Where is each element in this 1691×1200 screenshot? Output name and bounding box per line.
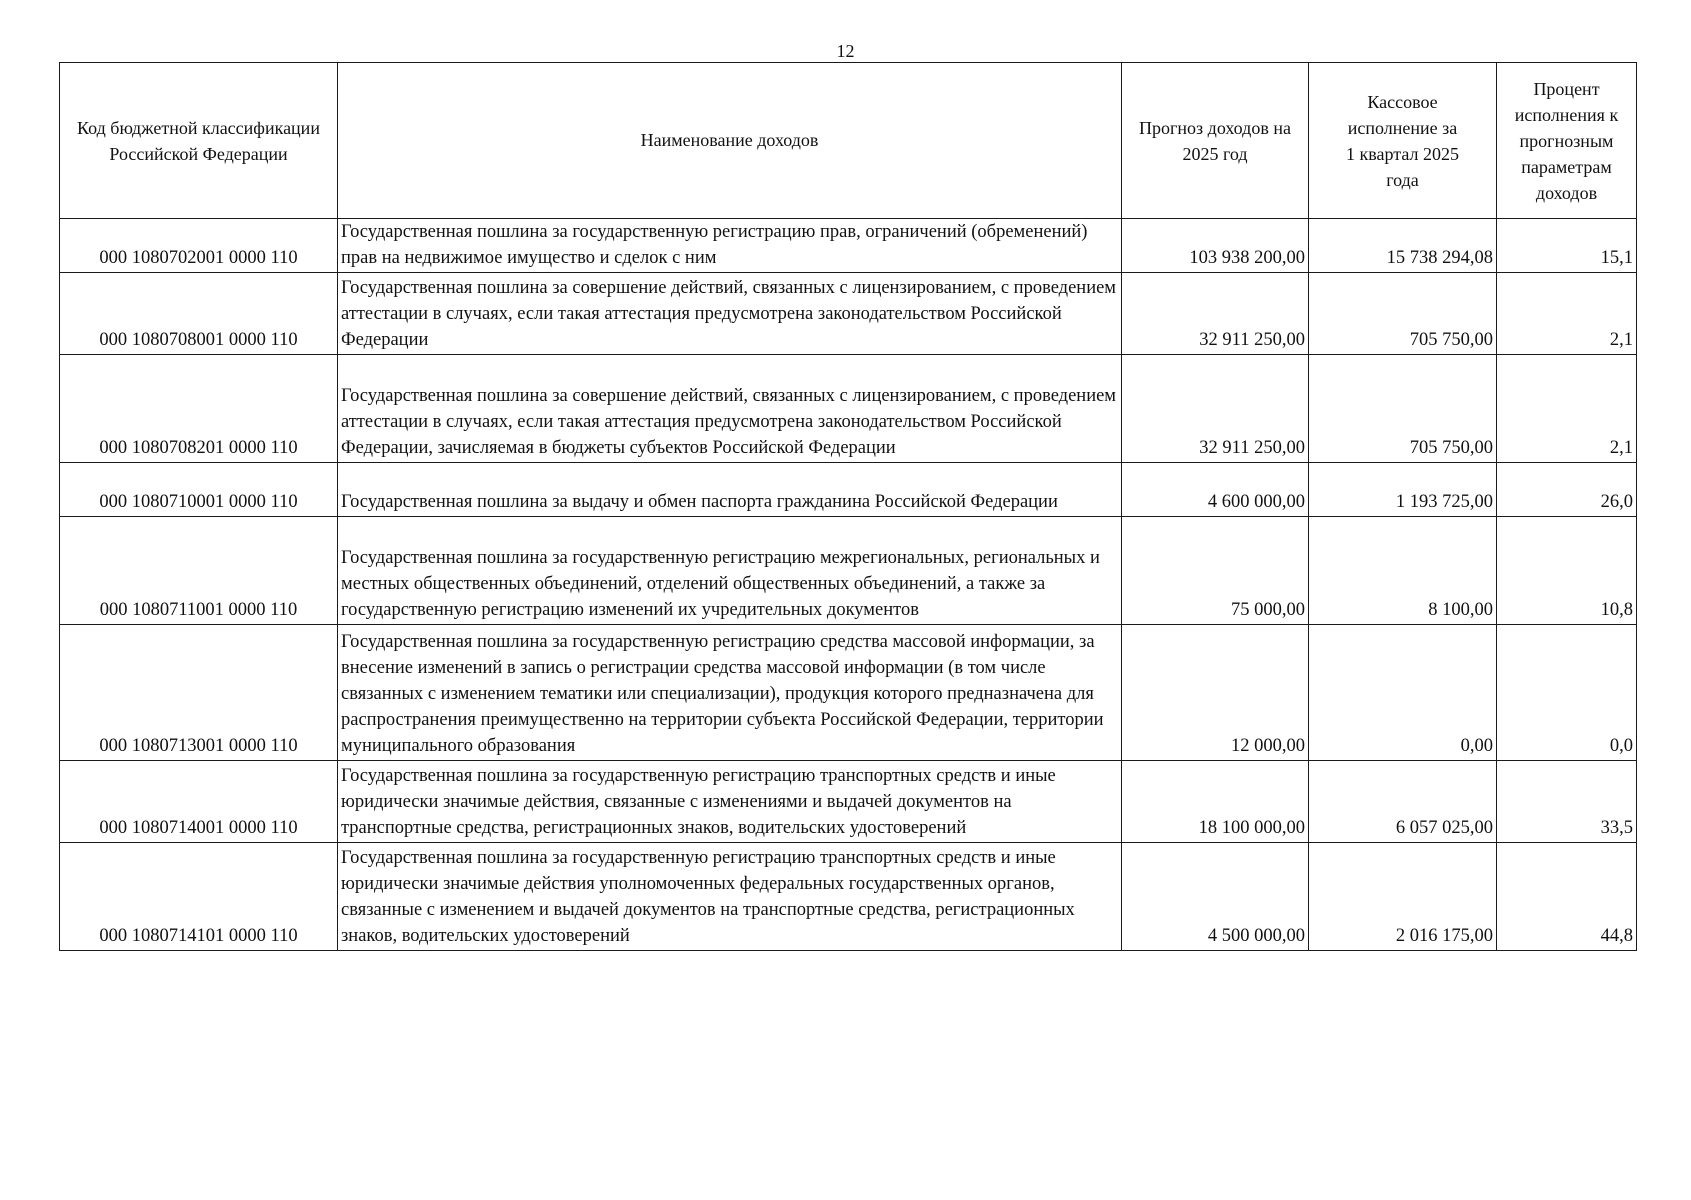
row-percent: 26,0 <box>1497 463 1637 517</box>
header-code: Код бюджетной классификации Российской Федерации <box>60 63 338 219</box>
row-name: Государственная пошлина за государственную регистрацию прав, ограничений (обременений) прав на недвижимое имущество и сделок с ним <box>338 219 1122 273</box>
row-name: Государственная пошлина за выдачу и обмен паспорта гражданина Российской Федерации <box>338 463 1122 517</box>
row-code: 000 1080713001 0000 110 <box>60 625 338 761</box>
row-name: Государственная пошлина за государственную регистрацию межрегиональных, региональных и местных общественных объединений, отделений общественных объединений, а также за государственную регистрацию изменений их учредительных документов <box>338 517 1122 625</box>
row-name: Государственная пошлина за государственную регистрацию средства массовой информации, за внесение изменений в запись о регистрации средства массовой информации (в том числе связанных с изменением тематики или специализации), продукция которого предназначена для распространения преимущественно на территории субъекта Российской Федерации, территории муниципального образования <box>338 625 1122 761</box>
table-row <box>60 219 1637 273</box>
row-execution: 705 750,00 <box>1309 273 1497 355</box>
row-name: Государственная пошлина за государственную регистрацию транспортных средств и иные юридически значимые действия уполномоченных федеральных государственных органов, связанные с изменением и выдачей документов на транспортные средства, регистрационных знаков, водительских удостоверений <box>338 843 1122 951</box>
row-percent: 2,1 <box>1497 273 1637 355</box>
row-forecast: 4 600 000,00 <box>1122 463 1309 517</box>
row-code: 000 1080708001 0000 110 <box>60 273 338 355</box>
table-header-row <box>60 63 1637 219</box>
row-name: Государственная пошлина за совершение действий, связанных с лицензированием, с проведением аттестации в случаях, если такая аттестация предусмотрена законодательством Российской Федерации <box>338 273 1122 355</box>
row-code: 000 1080711001 0000 110 <box>60 517 338 625</box>
table-row <box>60 273 1637 355</box>
row-percent: 44,8 <box>1497 843 1637 951</box>
row-code: 000 1080708201 0000 110 <box>60 355 338 463</box>
row-execution: 8 100,00 <box>1309 517 1497 625</box>
page-number: 12 <box>836 41 855 61</box>
row-code: 000 1080714001 0000 110 <box>60 761 338 843</box>
row-percent: 0,0 <box>1497 625 1637 761</box>
table-row <box>60 843 1637 951</box>
header-execution: Кассовое исполнение за 1 квартал 2025 года <box>1309 63 1497 219</box>
table-row <box>60 761 1637 843</box>
row-percent: 33,5 <box>1497 761 1637 843</box>
row-execution: 705 750,00 <box>1309 355 1497 463</box>
table-row <box>60 517 1637 625</box>
row-percent: 15,1 <box>1497 219 1637 273</box>
table-row <box>60 625 1637 761</box>
row-forecast: 75 000,00 <box>1122 517 1309 625</box>
row-execution: 0,00 <box>1309 625 1497 761</box>
revenue-table <box>59 62 1637 951</box>
row-code: 000 1080702001 0000 110 <box>60 219 338 273</box>
row-execution: 1 193 725,00 <box>1309 463 1497 517</box>
row-forecast: 4 500 000,00 <box>1122 843 1309 951</box>
row-name: Государственная пошлина за государственную регистрацию транспортных средств и иные юридически значимые действия, связанные с изменениями и выдачей документов на транспортные средства, регистрационных знаков, водительских удостоверений <box>338 761 1122 843</box>
row-forecast: 12 000,00 <box>1122 625 1309 761</box>
table-row <box>60 355 1637 463</box>
row-execution: 2 016 175,00 <box>1309 843 1497 951</box>
row-code: 000 1080714101 0000 110 <box>60 843 338 951</box>
row-execution: 6 057 025,00 <box>1309 761 1497 843</box>
row-execution: 15 738 294,08 <box>1309 219 1497 273</box>
row-name: Государственная пошлина за совершение действий, связанных с лицензированием, с проведением аттестации в случаях, если такая аттестация предусмотрена законодательством Российской Федерации, зачисляемая в бюджеты субъектов Российской Федерации <box>338 355 1122 463</box>
row-forecast: 18 100 000,00 <box>1122 761 1309 843</box>
row-forecast: 103 938 200,00 <box>1122 219 1309 273</box>
table-row <box>60 463 1637 517</box>
header-forecast: Прогноз доходов на 2025 год <box>1122 63 1309 219</box>
header-name: Наименование доходов <box>338 63 1122 219</box>
row-code: 000 1080710001 0000 110 <box>60 463 338 517</box>
row-percent: 2,1 <box>1497 355 1637 463</box>
header-percent: Процент исполнения к прогнозным параметрам доходов <box>1497 63 1637 219</box>
row-forecast: 32 911 250,00 <box>1122 355 1309 463</box>
row-forecast: 32 911 250,00 <box>1122 273 1309 355</box>
row-percent: 10,8 <box>1497 517 1637 625</box>
